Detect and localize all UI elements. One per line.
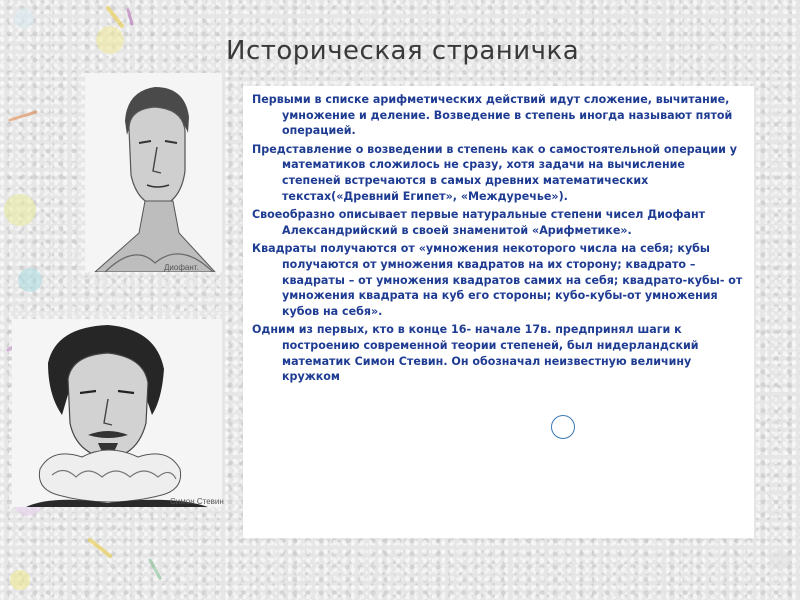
portrait-caption-1: Диофант. [164, 263, 199, 272]
circle-symbol-icon [551, 415, 575, 439]
text-panel [243, 86, 754, 538]
paragraph-3: Своеобразно описывает первые натуральные степени чисел Диофант Александрийский в своей знаменитой «Арифметике». [252, 208, 706, 237]
paragraph-5: Одним из первых, кто в конце 16- начале 17в. предпринял шаги к построению современной теории степеней, был нидерландский математик Симон Стевин. Он обозначал неизвестную величину кружком [252, 323, 699, 384]
portrait-caption-2: Симон Стевин [170, 497, 224, 506]
portrait-diophantus [85, 73, 222, 272]
paragraph-2: Представление о возведении в степень как о самостоятельной операции у математиков сложилось не сразу, хотя задачи на вычисление степеней встречаются в самых древних математических текстах(«Древний Египет», «Междуречье»). [252, 142, 738, 203]
portrait-stevin [12, 319, 222, 507]
paragraph-1: Первыми в списке арифметических действий идут сложение, вычитание, умножение и деление. Возведение в степень иногда называют пятой операцией. [252, 93, 733, 138]
slide-title: Историческая страничка [226, 36, 580, 66]
paragraph-4: Квадраты получаются от «умножения некоторого числа на себя; кубы получаются от умножения квадратов на их сторону; квадрато – квадраты – от умножения квадратов самих на себя; квадрато-кубы- от умножения квадрата на куб его стороны; кубо-кубы-от умножения кубов на себя». [252, 242, 743, 318]
